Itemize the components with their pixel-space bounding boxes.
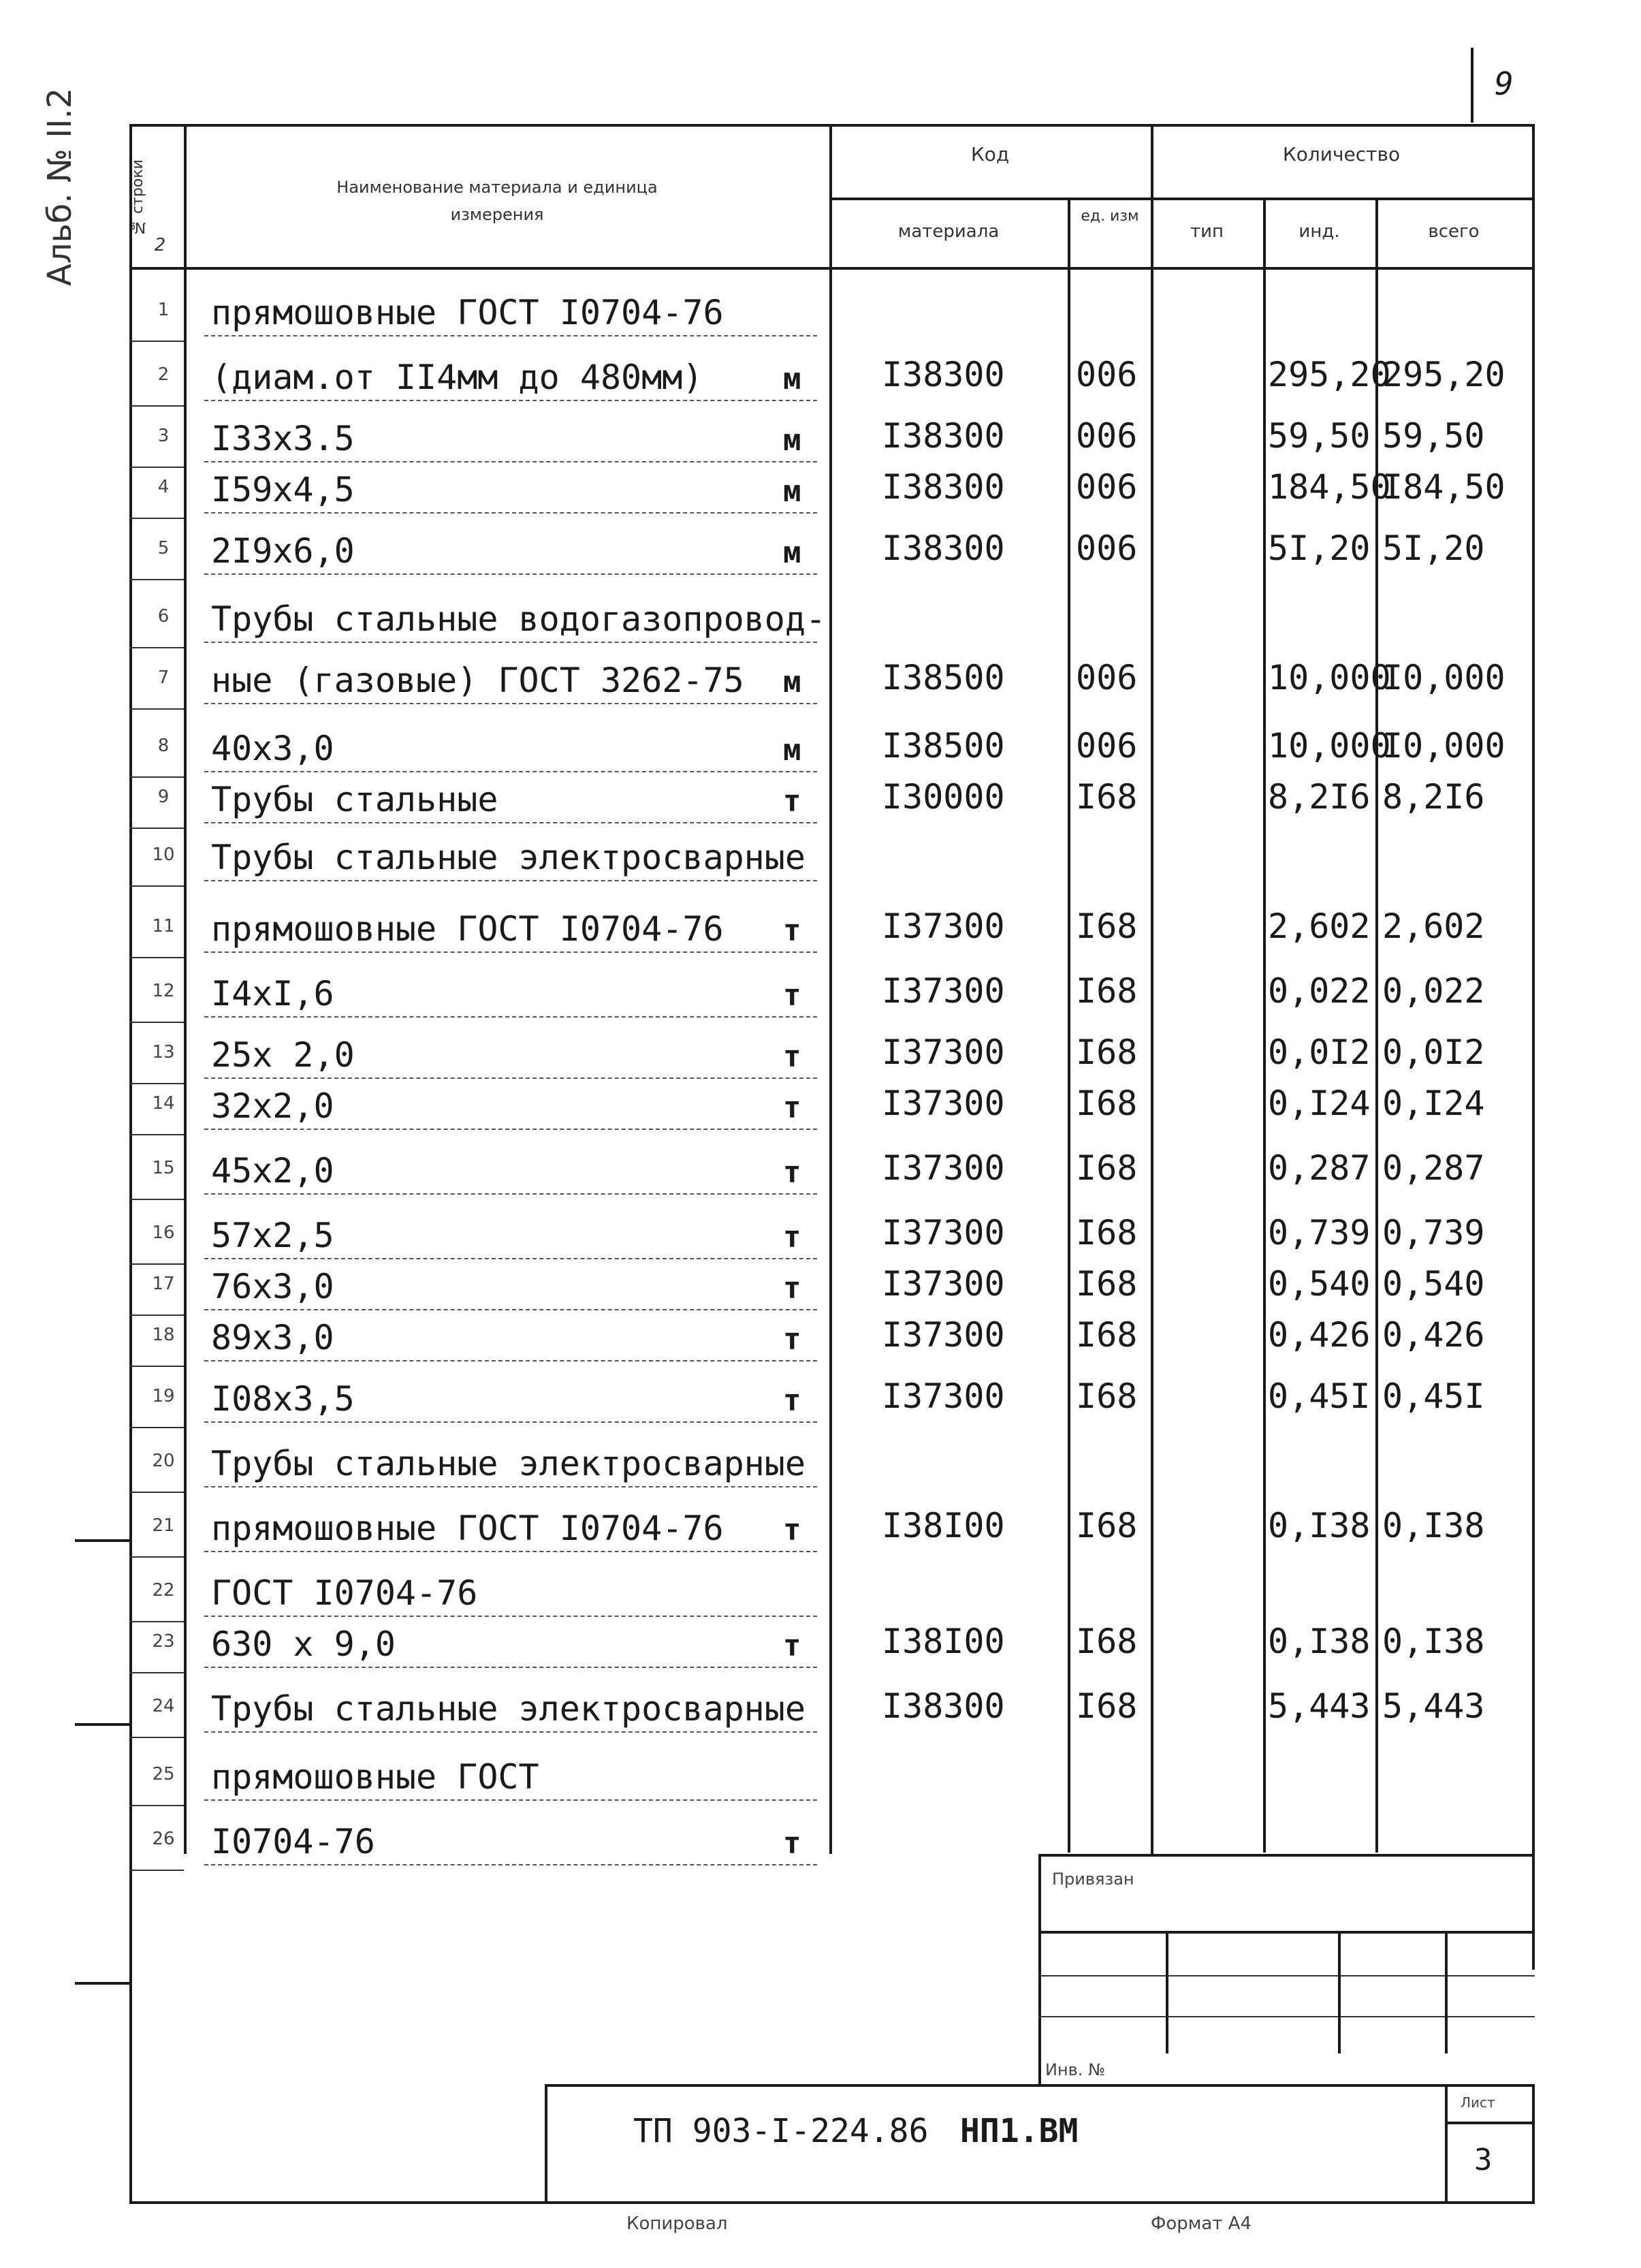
cell-n: 14 <box>152 1093 175 1114</box>
titleblock-sheet-border <box>1445 2084 1448 2203</box>
rownum-separator <box>129 647 184 648</box>
cell-unit: м <box>783 535 801 570</box>
cell-code: I30000 <box>882 777 1005 817</box>
cell-ed: I68 <box>1076 1376 1138 1416</box>
header-col-number: 2 <box>154 235 166 255</box>
cell-n: 3 <box>157 426 170 446</box>
cell-total: 0,I38 <box>1382 1622 1485 1661</box>
cell-n: 4 <box>157 477 170 497</box>
frame-bottom <box>129 2201 1535 2204</box>
cell-ed: 006 <box>1076 658 1138 697</box>
stamp-sheet-number: 3 <box>1474 2143 1493 2177</box>
cell-ind: 59,50 <box>1268 416 1371 456</box>
cell-n: 15 <box>152 1158 175 1178</box>
row-underline <box>204 1360 817 1361</box>
rownum-separator <box>129 579 184 580</box>
rownum-separator <box>129 518 184 519</box>
rownum-separator <box>129 1672 184 1673</box>
cell-total: 0,426 <box>1382 1315 1485 1355</box>
cell-total: 8,2I6 <box>1382 777 1485 817</box>
cell-code: I38I00 <box>882 1622 1005 1661</box>
cell-ed: 006 <box>1076 726 1138 766</box>
cell-n: 17 <box>152 1274 175 1294</box>
header-mid-line <box>829 198 1535 200</box>
cell-name: 57x2,5 <box>211 1216 334 1255</box>
row-underline <box>204 1421 817 1423</box>
rownum-separator <box>129 467 184 468</box>
row-underline <box>204 512 817 514</box>
cell-n: 11 <box>152 916 175 936</box>
rownum-separator <box>129 1199 184 1200</box>
cell-n: 9 <box>157 787 170 807</box>
cell-n: 22 <box>152 1580 175 1601</box>
cell-code: I37300 <box>882 907 1005 946</box>
rownum-separator <box>129 1083 184 1084</box>
footer-copied: Копировал <box>626 2214 728 2234</box>
rownum-separator <box>129 1427 184 1428</box>
cell-ind: 0,540 <box>1268 1264 1371 1304</box>
stamp-col-2 <box>1338 1931 1341 2053</box>
cell-n: 5 <box>157 538 170 558</box>
stamp-top <box>1038 1854 1535 1857</box>
cell-n: 19 <box>152 1386 175 1406</box>
margin-tick-1 <box>75 1539 129 1542</box>
cell-unit: т <box>783 1090 801 1125</box>
row-underline <box>204 1016 817 1018</box>
rownum-separator <box>129 885 184 887</box>
rownum-separator <box>129 1737 184 1738</box>
cell-code: I38300 <box>882 529 1005 568</box>
cell-ed: I68 <box>1076 1315 1138 1355</box>
cell-unit: м <box>783 733 801 768</box>
cell-name: I08x3,5 <box>211 1379 355 1419</box>
header-qty-total: всего <box>1428 221 1480 242</box>
header-row-num: № строки <box>129 159 146 236</box>
code-col-border <box>829 124 832 1854</box>
cell-n: 25 <box>152 1764 175 1784</box>
cell-name: Трубы стальные водогазопровод- <box>211 599 827 639</box>
cell-n: 13 <box>152 1042 175 1062</box>
cell-name: Трубы стальные электросварные <box>211 1444 806 1483</box>
sheet-label-line <box>1445 2122 1535 2124</box>
header-qty-ind: инд. <box>1299 221 1340 242</box>
album-label: Альб. № II.2 <box>41 87 79 286</box>
cell-code: I38500 <box>882 658 1005 697</box>
cell-total: 2,602 <box>1382 907 1485 946</box>
cell-code: I37300 <box>882 1315 1005 1355</box>
row-underline <box>204 1077 817 1079</box>
row-underline <box>204 703 817 704</box>
cell-unit: м <box>783 665 801 699</box>
cell-ed: 006 <box>1076 467 1138 507</box>
cell-ind: 0,0I2 <box>1268 1033 1371 1072</box>
cell-total: 0,739 <box>1382 1213 1485 1253</box>
cell-name: I4xI,6 <box>211 974 334 1013</box>
row-underline <box>204 1193 817 1195</box>
cell-total: 0,I24 <box>1382 1084 1485 1123</box>
rownum-separator <box>129 405 184 407</box>
cell-ind: 0,022 <box>1268 971 1371 1011</box>
cell-ed: I68 <box>1076 907 1138 946</box>
cell-total: I0,000 <box>1382 658 1505 697</box>
total-col-border <box>1375 198 1378 1853</box>
cell-code: I37300 <box>882 1084 1005 1123</box>
cell-ind: 10,000 <box>1268 726 1391 766</box>
cell-ind: 5I,20 <box>1268 529 1371 568</box>
ind-col-border <box>1263 198 1266 1853</box>
cell-unit: т <box>783 913 801 948</box>
cell-ed: 006 <box>1076 355 1138 394</box>
frame-right <box>1532 124 1535 1970</box>
cell-total: 295,20 <box>1382 355 1505 394</box>
cell-total: 59,50 <box>1382 416 1485 456</box>
row-underline <box>204 1129 817 1130</box>
row-underline <box>204 335 817 336</box>
cell-code: I37300 <box>882 1033 1005 1072</box>
titleblock-right <box>1532 2084 1535 2203</box>
stamp-inv-no: Инв. № <box>1045 2060 1106 2079</box>
cell-ed: I68 <box>1076 1686 1138 1726</box>
header-qty: Количество <box>1282 143 1401 166</box>
rownum-separator <box>129 1134 184 1135</box>
cell-name: 630 x 9,0 <box>211 1624 396 1664</box>
row-underline <box>204 642 817 643</box>
cell-ind: 10,000 <box>1268 658 1391 697</box>
cell-name: I33x3.5 <box>211 419 355 458</box>
cell-ind: 0,I38 <box>1268 1622 1371 1661</box>
cell-ind: 295,20 <box>1268 355 1391 394</box>
cell-ed: 006 <box>1076 529 1138 568</box>
cell-code: I37300 <box>882 1376 1005 1416</box>
cell-unit: т <box>783 1826 801 1861</box>
rownum-col-border <box>184 124 187 1854</box>
cell-unit: т <box>783 784 801 819</box>
cell-total: 0,0I2 <box>1382 1033 1485 1072</box>
cell-name: 76x3,0 <box>211 1267 334 1306</box>
qty-col-border <box>1151 124 1153 1854</box>
rownum-separator <box>129 1492 184 1493</box>
cell-total: 5,443 <box>1382 1686 1485 1726</box>
rownum-separator <box>129 1870 184 1871</box>
cell-name: I59x4,5 <box>211 470 355 509</box>
cell-unit: м <box>783 423 801 458</box>
cell-code: I37300 <box>882 1148 1005 1188</box>
cell-total: 0,022 <box>1382 971 1485 1011</box>
cell-name: 2I9x6,0 <box>211 531 355 571</box>
row-underline <box>204 1258 817 1259</box>
cell-unit: т <box>783 978 801 1013</box>
row-underline <box>204 1667 817 1668</box>
cell-unit: т <box>783 1322 801 1357</box>
cell-code: I37300 <box>882 1264 1005 1304</box>
cell-ind: 2,602 <box>1268 907 1371 946</box>
cell-unit: т <box>783 1155 801 1190</box>
header-bottom-line <box>129 267 1535 270</box>
cell-n: 8 <box>157 736 170 756</box>
cell-n: 26 <box>152 1829 175 1849</box>
cell-name: ГОСТ I0704-76 <box>211 1573 478 1613</box>
cell-ed: I68 <box>1076 1148 1138 1188</box>
cell-ind: 0,I38 <box>1268 1506 1371 1545</box>
cell-name: 45x2,0 <box>211 1151 334 1191</box>
header-qty-type: тип <box>1190 221 1224 242</box>
row-underline <box>204 400 817 401</box>
margin-tick-2 <box>75 1723 129 1726</box>
row-underline <box>204 822 817 823</box>
stamp-sheet-label: Лист <box>1461 2094 1495 2111</box>
row-underline <box>204 1309 817 1310</box>
cell-unit: т <box>783 1271 801 1306</box>
cell-n: 7 <box>157 667 170 688</box>
titleblock-left <box>545 2084 547 2203</box>
cell-name: 32x2,0 <box>211 1086 334 1126</box>
cell-code: I38300 <box>882 467 1005 507</box>
cell-code: I38500 <box>882 726 1005 766</box>
stamp-line-2 <box>1038 1975 1535 1976</box>
stamp-col-3 <box>1445 1931 1448 2053</box>
cell-total: 0,I38 <box>1382 1506 1485 1545</box>
ed-col-border <box>1068 198 1070 1853</box>
rownum-separator <box>129 1366 184 1367</box>
stamp-line-3 <box>1038 2016 1535 2017</box>
row-underline <box>204 573 817 575</box>
cell-name: (диам.от II4мм до 480мм) <box>211 358 703 397</box>
rownum-separator <box>129 708 184 710</box>
cell-ind: 0,426 <box>1268 1315 1371 1355</box>
row-underline <box>204 1486 817 1487</box>
cell-name: 89x3,0 <box>211 1318 334 1357</box>
cell-n: 10 <box>152 845 175 865</box>
cell-code: I38300 <box>882 416 1005 456</box>
cell-unit: м <box>783 362 801 396</box>
cell-ind: 0,739 <box>1268 1213 1371 1253</box>
cell-name: 25x 2,0 <box>211 1035 355 1075</box>
page-number: 9 <box>1495 65 1514 102</box>
cell-n: 2 <box>157 364 170 385</box>
cell-total: 0,540 <box>1382 1264 1485 1304</box>
cell-name: Трубы стальные <box>211 780 498 819</box>
header-code: Код <box>970 143 1010 166</box>
cell-ed: I68 <box>1076 777 1138 817</box>
row-underline <box>204 1616 817 1617</box>
row-underline <box>204 1799 817 1801</box>
cell-code: I37300 <box>882 971 1005 1011</box>
cell-code: I38300 <box>882 1686 1005 1726</box>
rownum-separator <box>129 1621 184 1622</box>
cell-n: 18 <box>152 1325 175 1345</box>
rownum-separator <box>129 341 184 342</box>
cell-ind: 5,443 <box>1268 1686 1371 1726</box>
cell-unit: м <box>783 474 801 509</box>
cell-name: прямошовные ГОСТ I0704-76 <box>211 293 724 332</box>
document-suffix: НП1.ВМ <box>960 2112 1079 2150</box>
row-underline <box>204 1731 817 1733</box>
row-underline <box>204 1864 817 1865</box>
cell-total: 0,45I <box>1382 1376 1485 1416</box>
footer-format: Формат А4 <box>1151 2214 1252 2234</box>
titleblock-top <box>545 2084 1535 2087</box>
cell-n: 20 <box>152 1451 175 1471</box>
cell-name: Трубы стальные электросварные <box>211 838 806 877</box>
rownum-separator <box>129 1263 184 1265</box>
cell-unit: т <box>783 1513 801 1547</box>
cell-total: I0,000 <box>1382 726 1505 766</box>
cell-ed: I68 <box>1076 1033 1138 1072</box>
cell-ed: I68 <box>1076 1622 1138 1661</box>
cell-total: 0,287 <box>1382 1148 1485 1188</box>
rownum-separator <box>129 828 184 829</box>
row-underline <box>204 951 817 953</box>
cell-n: 16 <box>152 1223 175 1243</box>
cell-code: I38I00 <box>882 1506 1005 1545</box>
rownum-separator <box>129 1805 184 1806</box>
cell-ind: 0,287 <box>1268 1148 1371 1188</box>
row-underline <box>204 771 817 772</box>
cell-ed: I68 <box>1076 1213 1138 1253</box>
cell-unit: т <box>783 1383 801 1418</box>
cell-unit: т <box>783 1220 801 1255</box>
cell-n: 1 <box>157 300 170 320</box>
stamp-col-1 <box>1166 1931 1168 2053</box>
cell-total: I84,50 <box>1382 467 1505 507</box>
stamp-left <box>1038 1854 1041 2085</box>
cell-n: 23 <box>152 1631 175 1652</box>
cell-ind: 0,45I <box>1268 1376 1371 1416</box>
cell-n: 24 <box>152 1696 175 1716</box>
cell-name: 40x3,0 <box>211 729 334 768</box>
cell-n: 21 <box>152 1515 175 1536</box>
cell-unit: т <box>783 1039 801 1074</box>
row-underline <box>204 1551 817 1552</box>
cell-unit: т <box>783 1628 801 1663</box>
cell-name: прямошовные ГОСТ I0704-76 <box>211 1509 724 1548</box>
cell-ed: I68 <box>1076 1506 1138 1545</box>
cell-ed: I68 <box>1076 1084 1138 1123</box>
cell-name: прямошовные ГОСТ I0704-76 <box>211 909 724 949</box>
cell-total: 5I,20 <box>1382 529 1485 568</box>
cell-ed: 006 <box>1076 416 1138 456</box>
cell-ed: I68 <box>1076 971 1138 1011</box>
cell-name: ные (газовые) ГОСТ 3262-75 <box>211 661 744 700</box>
cell-name: Трубы стальные электросварные <box>211 1689 806 1729</box>
page-number-box-border <box>1471 48 1473 123</box>
cell-n: 6 <box>157 606 170 627</box>
cell-code: I38300 <box>882 355 1005 394</box>
row-underline <box>204 880 817 881</box>
stamp-line-1 <box>1038 1931 1535 1934</box>
cell-ed: I68 <box>1076 1264 1138 1304</box>
row-underline <box>204 461 817 462</box>
rownum-separator <box>129 1314 184 1316</box>
stamp-privyazan: Привязан <box>1052 1870 1134 1889</box>
header-code-material: материала <box>897 221 1000 242</box>
cell-ind: 184,50 <box>1268 467 1391 507</box>
rownum-separator <box>129 1556 184 1558</box>
cell-name: I0704-76 <box>211 1822 375 1861</box>
rownum-separator <box>129 1022 184 1023</box>
cell-code: I37300 <box>882 1213 1005 1253</box>
header-name: Наименование материала и единица измерения <box>336 178 658 224</box>
document-code: ТП 903-I-224.86 <box>633 2112 929 2150</box>
margin-tick-3 <box>75 1982 129 1985</box>
cell-n: 12 <box>152 981 175 1001</box>
header-code-unit: ед. изм <box>1081 208 1139 225</box>
cell-name: прямошовные ГОСТ <box>211 1757 539 1797</box>
rownum-separator <box>129 957 184 958</box>
cell-ind: 0,I24 <box>1268 1084 1371 1123</box>
frame-left <box>129 124 132 2201</box>
rownum-separator <box>129 776 184 778</box>
cell-ind: 8,2I6 <box>1268 777 1371 817</box>
